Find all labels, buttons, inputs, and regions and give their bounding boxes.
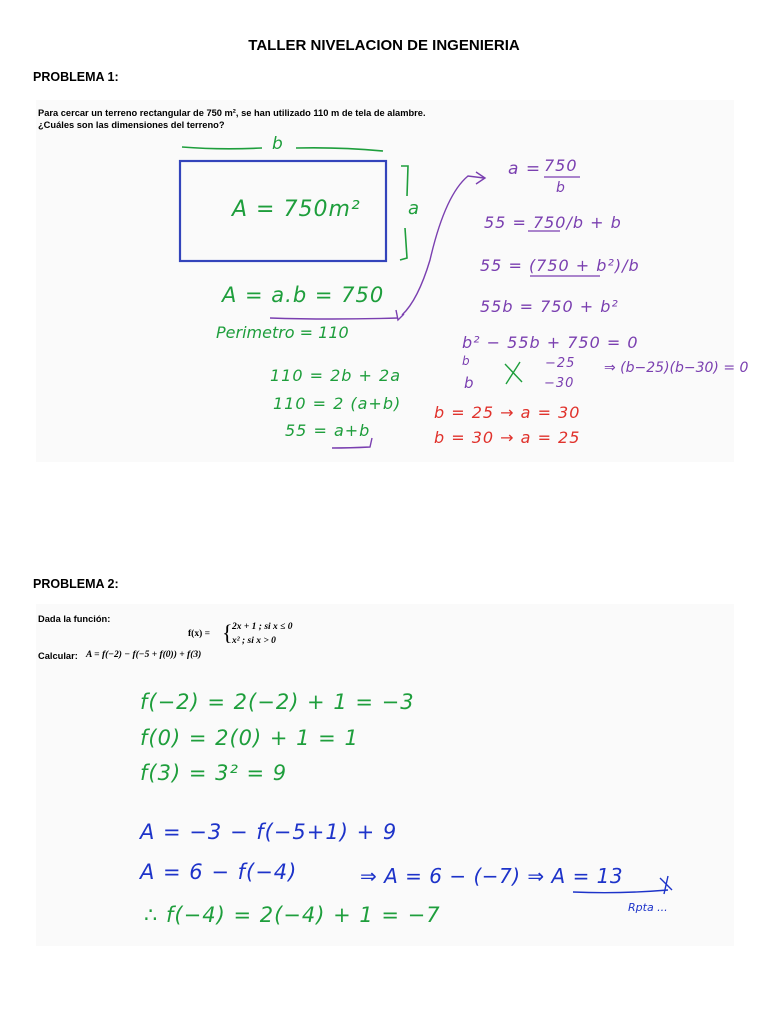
solve-a-numerator: 750 xyxy=(544,156,578,175)
b-dimension-label: b xyxy=(272,134,284,154)
factor-right-2: −30 xyxy=(544,376,575,391)
problem-1-statement-line2: ¿Cuáles son las dimensiones del terreno? xyxy=(38,120,225,130)
piecewise-brace: { xyxy=(222,620,233,645)
function-case-1: 2x + 1 ; si x ≤ 0 xyxy=(232,622,293,632)
document-title: TALLER NIVELACION DE INGENIERIA xyxy=(248,37,520,54)
area-equation: A = a.b = 750 xyxy=(222,283,385,307)
solve-step-2: 55 = 750/b + b xyxy=(484,213,622,232)
function-case-2: x² ; si x > 0 xyxy=(232,636,276,646)
calculate-label: Calcular: xyxy=(38,651,78,661)
final-result: ⇒ A = 6 − (−7) ⇒ A = 13 xyxy=(360,864,624,888)
rpta-note: Rpta ... xyxy=(628,901,668,914)
solve-step-4: 55b = 750 + b² xyxy=(480,297,619,316)
eval-f-0: f(0) = 2(0) + 1 = 1 xyxy=(140,726,359,750)
eval-f-3: f(3) = 3² = 9 xyxy=(140,761,288,785)
solve-a-line: a = xyxy=(508,159,542,179)
answer-check-mark xyxy=(660,876,672,894)
problem-1-statement-line1: Para cercar un terreno rectangular de 750 m², se han utilizado 110 m de tela de alambre. xyxy=(38,108,426,118)
solve-step-3: 55 = (750 + b²)/b xyxy=(480,256,640,275)
quadratic-equation: b² − 55b + 750 = 0 xyxy=(462,333,639,352)
expression-step-1: A = −3 − f(−5+1) + 9 xyxy=(140,820,398,844)
problem-1-heading: PROBLEMA 1: xyxy=(33,70,119,84)
factor-left-2: b xyxy=(464,374,475,392)
eval-f-minus-2: f(−2) = 2(−2) + 1 = −3 xyxy=(140,690,415,714)
factor-left-1: b xyxy=(462,354,471,368)
factored-form: ⇒ (b−25)(b−30) = 0 xyxy=(604,360,749,376)
solution-2: b = 30 → a = 25 xyxy=(434,428,581,447)
factor-right-1: −25 xyxy=(545,356,576,371)
answer-underline xyxy=(573,890,668,893)
problem-2-intro: Dada la función: xyxy=(38,614,111,624)
perimeter-step-3: 55 = a+b xyxy=(285,421,371,440)
solve-a-denominator: b xyxy=(556,180,566,196)
calculate-expression: A = f(−2) − f(−5 + f(0)) + f(3) xyxy=(86,650,202,660)
perimeter-label: Perimetro = 110 xyxy=(216,323,349,342)
solution-1: b = 25 → a = 30 xyxy=(434,403,581,422)
function-name: f(x) = xyxy=(188,629,211,639)
a-dimension-label: a xyxy=(408,198,421,219)
perimeter-step-2: 110 = 2 (a+b) xyxy=(273,394,402,413)
area-in-box: A = 750m² xyxy=(232,197,361,222)
eval-f-minus-4: ∴ f(−4) = 2(−4) + 1 = −7 xyxy=(144,903,441,927)
problem-2-heading: PROBLEMA 2: xyxy=(33,577,119,591)
perimeter-step-1: 110 = 2b + 2a xyxy=(270,366,402,385)
expression-step-2: A = 6 − f(−4) xyxy=(140,860,298,884)
